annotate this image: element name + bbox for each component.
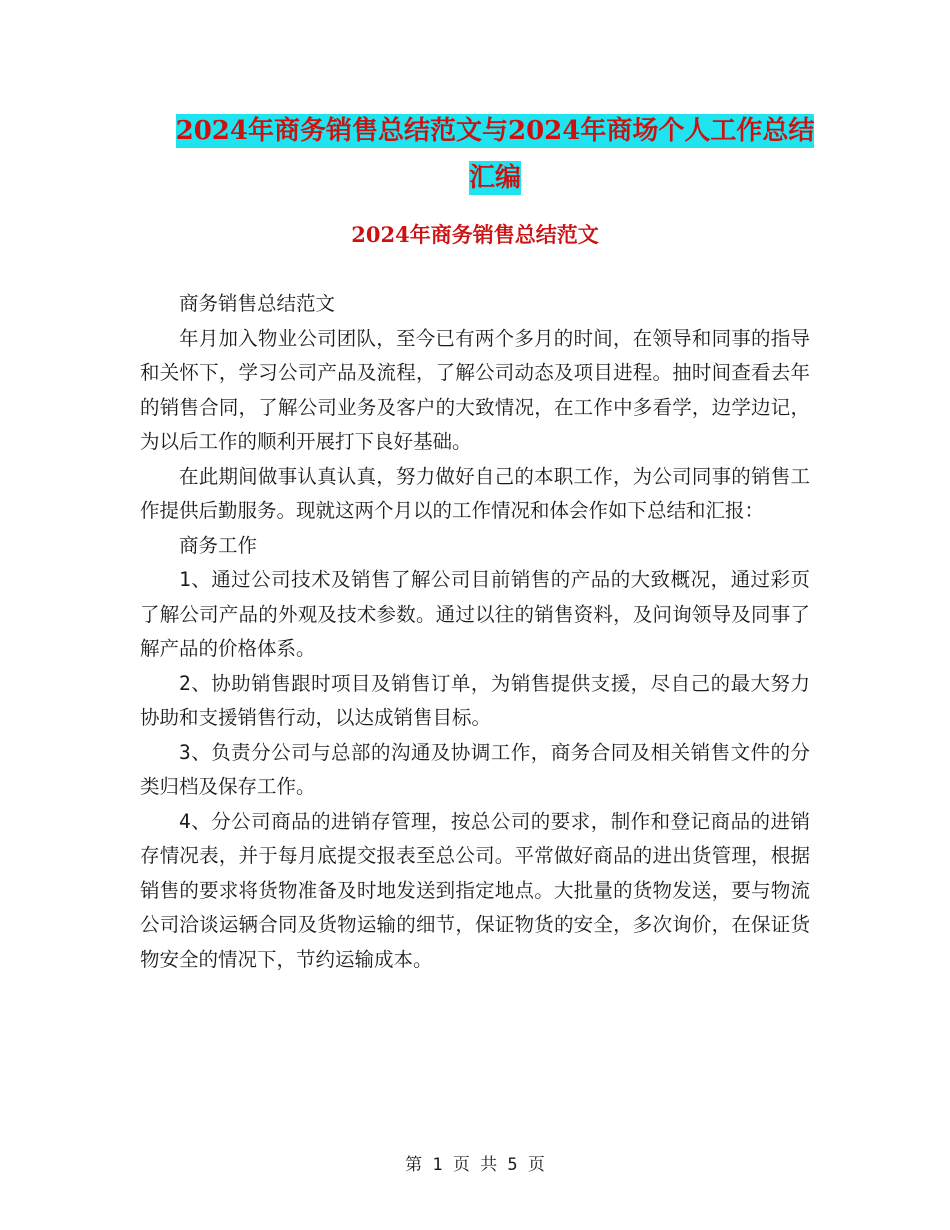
paragraph: 商务工作 xyxy=(179,533,258,557)
paragraph: 4、分公司商品的进销存管理，按总公司的要求，制作和登记商品的进销存情况表，并于每月底提交报表至总公司。平常做好商品的进出货管理，根据销售的要求将货物准备及时地发送到指定地点。大批量的货物发送，要与物流公司洽谈运辆合同及货物运输的细节，保证物货的安全，多次询价，在保证货物安全的情况下，节约运输成本。 xyxy=(140,809,810,971)
body-text xyxy=(140,287,810,977)
page-number-footer: 第 1 页 共 5 页 xyxy=(405,1155,545,1175)
main-title-line-1: 2024年商务销售总结范文与2024年商场个人工作总结 xyxy=(175,116,815,146)
section-title: 2024年商务销售总结范文 xyxy=(351,222,599,247)
paragraph: 商务销售总结范文 xyxy=(179,292,336,315)
paragraph: 年月加入物业公司团队，至今已有两个多月的时间，在领导和同事的指导和关怀下，学习公司产品及流程，了解公司动态及项目进程。抽时间查看去年的销售合同，了解公司业务及客户的大致情况，在工作中多看学，边学边记，为以后工作的顺利开展打下良好基础。 xyxy=(140,326,810,453)
paragraph: 在此期间做事认真认真，努力做好自己的本职工作，为公司同事的销售工作提供后勤服务。现就这两个月以的工作情况和体会作如下总结和汇报： xyxy=(140,464,810,522)
main-title xyxy=(100,108,890,202)
paragraph: 1、通过公司技术及销售了解公司目前销售的产品的大致概况，通过彩页了解公司产品的外观及技术参数。通过以往的销售资料，及问询领导及同事了解产品的价格体系。 xyxy=(140,568,810,660)
main-title-line-2: 汇编 xyxy=(468,163,521,193)
paragraph: 3、负责分公司与总部的沟通及协调工作，商务合同及相关销售文件的分类归档及保存工作。 xyxy=(140,740,810,798)
paragraph: 2、协助销售跟时项目及销售订单，为销售提供支援，尽自己的最大努力协助和支援销售行动，以达成销售目标。 xyxy=(140,671,810,729)
